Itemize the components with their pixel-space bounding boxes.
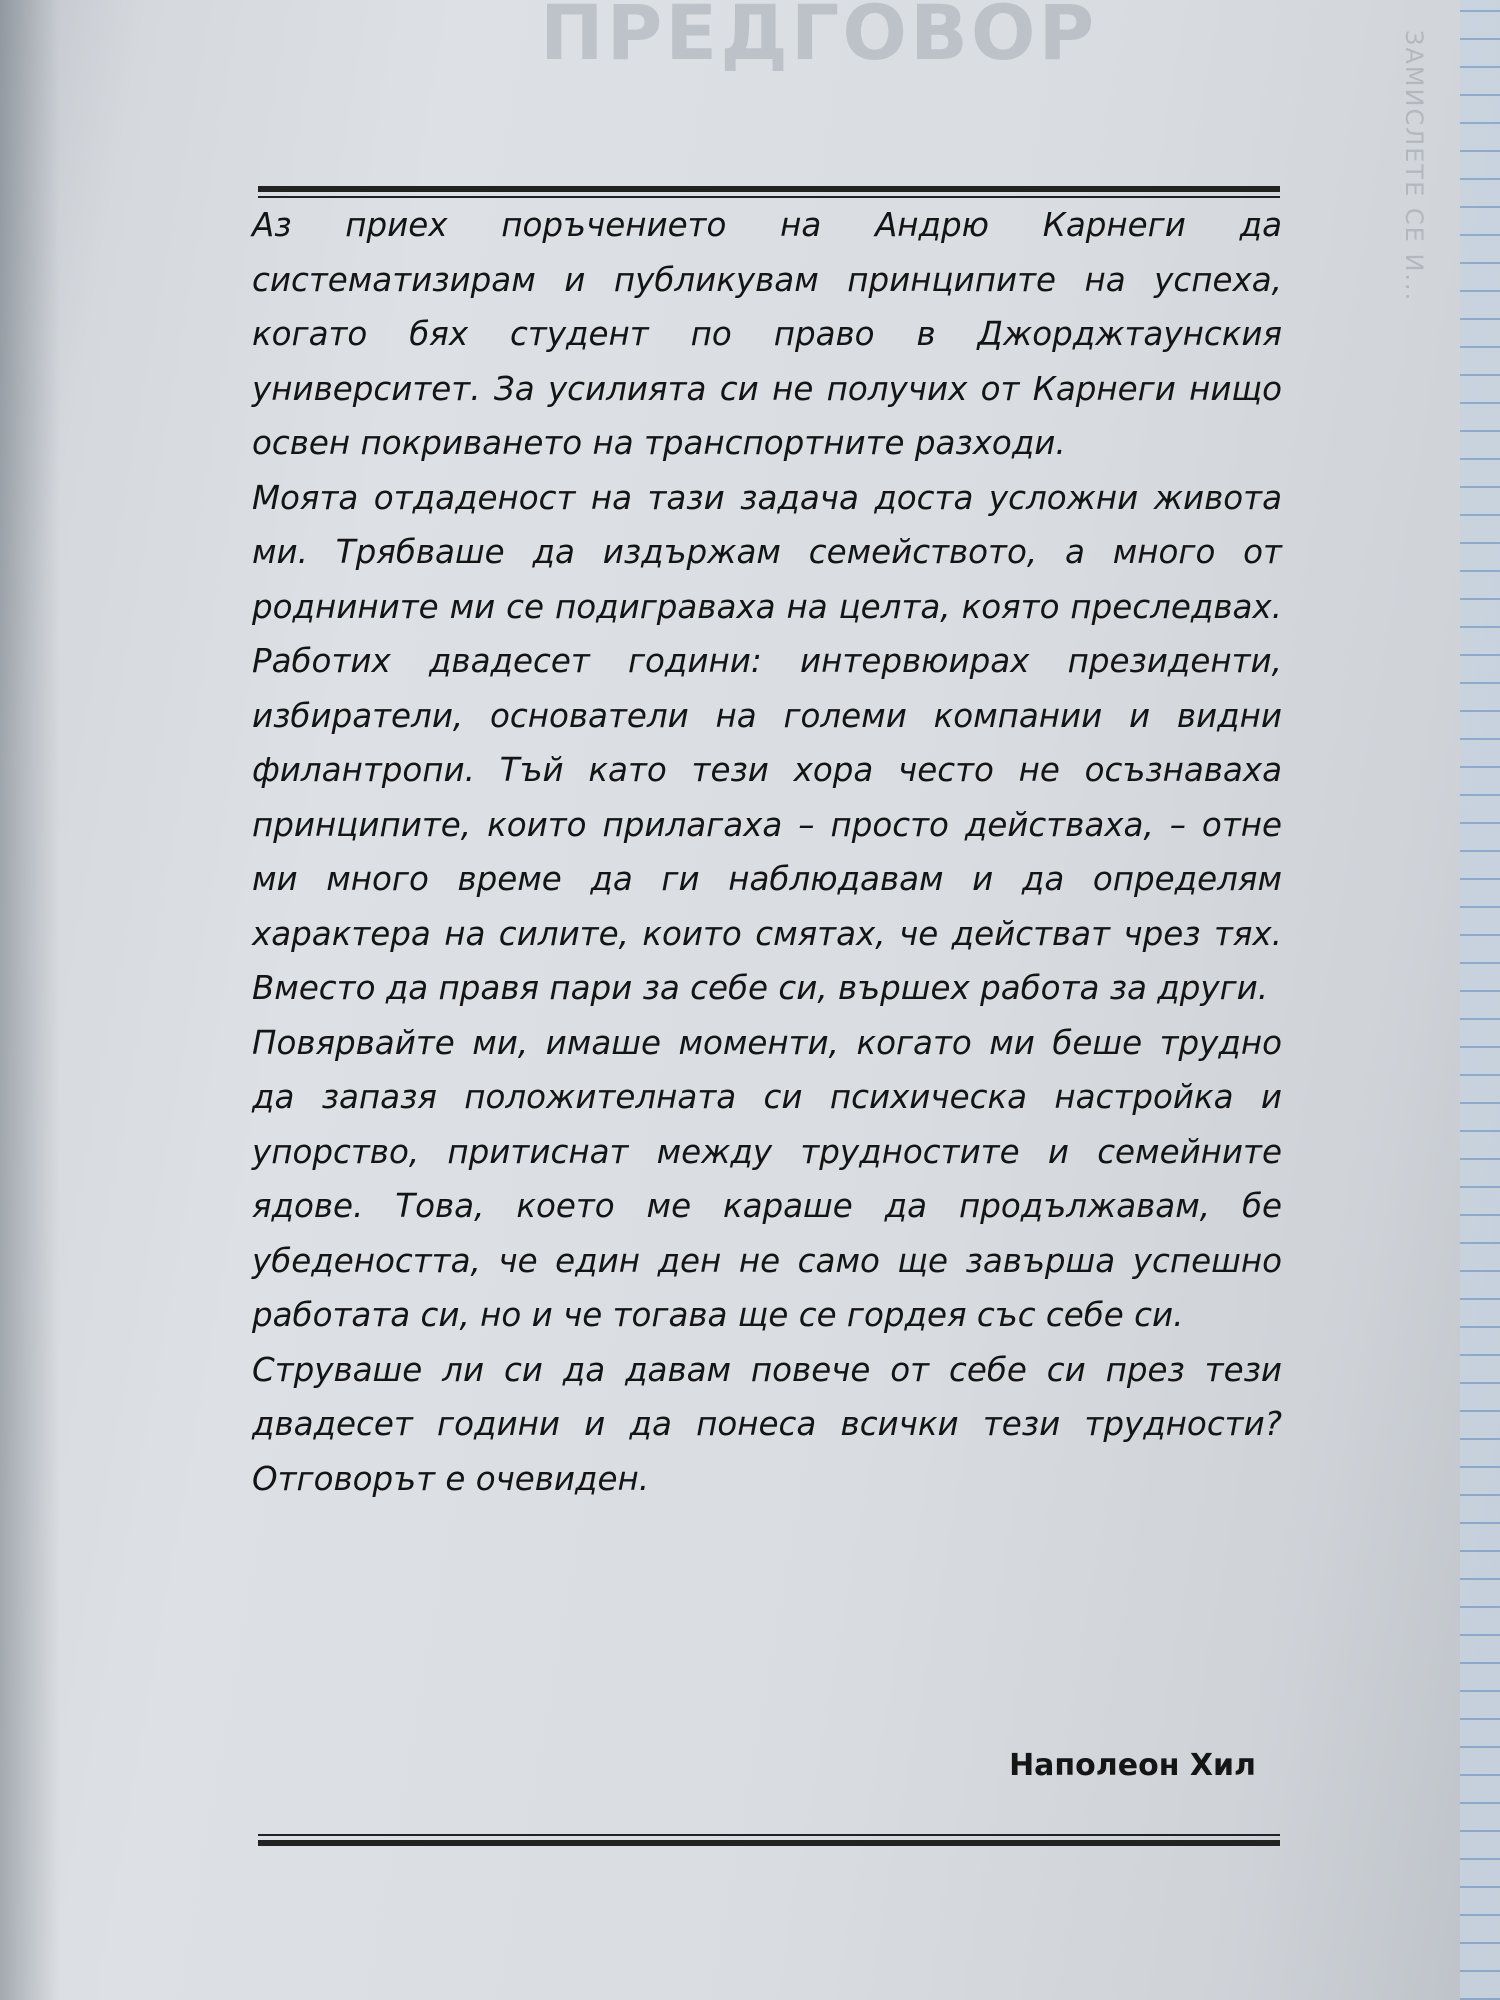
top-rule: [258, 186, 1280, 198]
quote-author: Наполеон Хил: [1009, 1748, 1256, 1783]
chapter-heading: ПРЕДГОВОР: [540, 0, 1098, 77]
quote-paragraph: Струваше ли си да давам повече от себе си през тези двадесет години и да понеса всички тези трудности? Отговорът е очевиден.: [252, 1350, 1282, 1498]
quote-paragraph: Повярвайте ми, имаше моменти, когато ми беше трудно да запазя положителната си психическа настройка и упорство, притиснат между трудностите и семейните ядове. Това, което ме караше да продължавам, бе убедеността, че един ден не само ще завърша успешно работата си, но и че тогава ще се гордея със себе си.: [252, 1023, 1282, 1334]
quote-block: [252, 198, 1282, 1506]
quote-paragraph: Моята отдаденост на тази задача доста усложни живота ми. Трябваше да издържам семейството, а много от роднините ми се подиграваха на целта, която преследвах. Работих двадесет години: интервюирах президенти, избиратели, основатели на големи компании и видни филантропи. Тъй като тези хора често не осъзнаваха принципите, които прилагаха – просто действаха, – отне ми много време да ги наблюдавам и да определям характера на силите, които смятах, че действат чрез тях. Вместо да правя пари за себе си, вършех работа за други.: [252, 478, 1282, 1007]
running-head: ЗАМИСЛЕТЕ СЕ И...: [1400, 30, 1428, 303]
quote-paragraph: Аз приех поръчението на Андрю Карнеги да систематизирам и публикувам принципите на успеха, когато бях студент по право в Джорджтаунския университет. За усилията си не получих от Карнеги нищо освен покриването на транспортните разходи.: [252, 206, 1282, 462]
page-fold-shadow: [0, 0, 60, 2000]
notebook-edge: [1460, 0, 1500, 2000]
bottom-rule: [258, 1834, 1280, 1846]
